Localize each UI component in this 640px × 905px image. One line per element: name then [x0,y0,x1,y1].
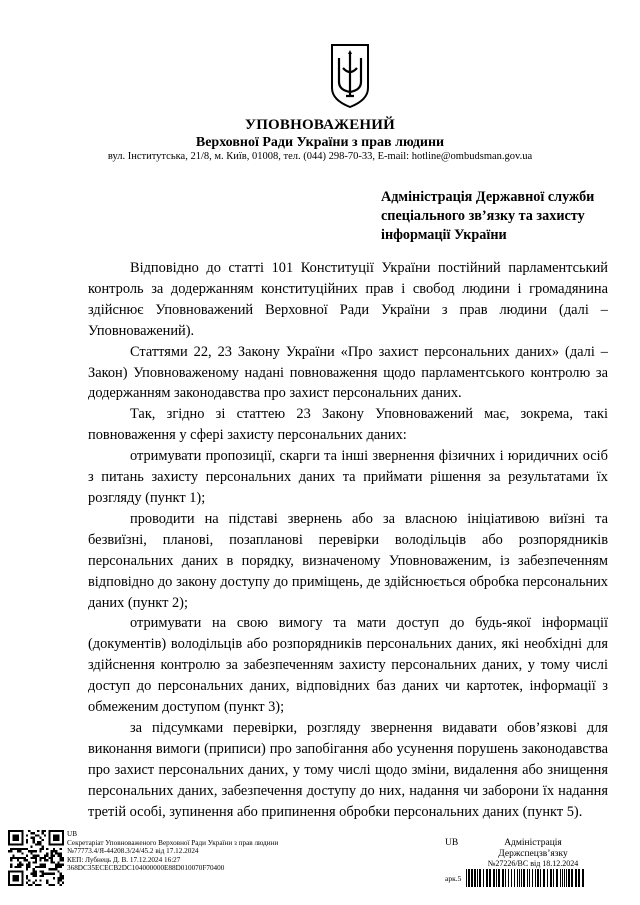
paragraph: Відповідно до статті 101 Конституції України постійний парламентський контроль за додержанням конституційних прав і свобод людини і громадянина здійснює Уповноважений Верховної Ради України з прав людини (далі – Уповноважений). [88,260,608,339]
stamp-signature: КЕП: Лубнець Д. В. 17.12.2024 16:27 [67,855,181,864]
stamp-reg-number: №77773.4/Я-44208.3/24/45.2 від 17.12.2024 [67,847,199,855]
letter-body [88,258,608,822]
stamp-hash: 368DC35ECECB2DC104000000E88D010070F70400 [67,864,225,872]
stamp-code: UB [67,830,77,838]
paragraph: отримувати пропозиції, скарги та інші звернення фізичних і юридичних осіб з питань захисту персональних даних та приймати рішення за результатами їх розгляду (пункт 1); [88,448,608,506]
org-address: вул. Інститутська, 21/8, м. Київ, 01008, тел. (044) 298-70-33, E-mail: hotline@ombudsman.gov.ua [107,151,533,162]
addressee-line: інформації України [381,227,507,243]
registration-stamp-left [67,830,297,873]
sheet-count: арк.5 [445,874,462,883]
paragraph: отримувати на свою вимогу та мати доступ до будь-якої інформації (документів) володільців або розпорядників персональних даних, які необхідні для здійснення контролю за забезпеченням захисту персональних даних, у тому числі доступ до персональних даних, відповідних баз даних чи картотек, інформації з обмеженим доступом (пункт 3); [88,615,608,716]
paragraph: проводити на підставі звернень або за власною ініціативою виїзні та безвиїзні, планові, позапланові перевірки володільців або розпорядників персональних даних в порядку, визначеному Уповноваженим, із забезпеченням відповідно до закону доступу до приміщень, де здійснюється обробка персональних даних (пункт 2); [88,510,608,611]
coat-of-arms-icon [329,42,371,110]
addressee-line: спеціального зв’язку та захисту [381,208,585,224]
paragraph: Так, згідно зі статтею 23 Закону Уповноважений має, зокрема, такі повноваження у сфері захисту персональних даних: [88,406,608,444]
registration-stamp-right [478,838,588,870]
stamp-org-line: Адміністрація [504,838,562,848]
org-title: УПОВНОВАЖЕНИЙ [244,117,395,133]
addressee-block [381,188,621,245]
stamp-code-right: UB [445,838,459,848]
paragraph: Статтями 22, 23 Закону України «Про захист персональних даних» (далі – Закон) Уповноваженому надані повноваження щодо парламентського контролю за додержанням законодавства про захист персональних даних. [88,343,608,402]
stamp-reg-number: №27226/ВС від 18.12.2024 [487,859,579,868]
paragraph: за підсумками перевірки, розгляду звернення видавати обов’язкові для виконання вимоги (приписи) про запобігання або усунення порушень законодавства про захист персональних даних, у тому числі щодо зміни, видалення або знищення персональних даних, забезпечення доступу до них, надання чи заборони їх надання третій особі, зупинення або припинення обробки персональних даних (пункт 5). [88,719,608,820]
qr-code-icon [8,830,64,886]
barcode-icon [466,869,586,887]
stamp-org: Секретаріат Уповноваженого Верховної Ради України з прав людини [67,838,279,847]
org-subtitle: Верховної Ради України з прав людини [195,135,445,150]
addressee-line: Адміністрація Державної служби [381,189,595,205]
stamp-org-line: Держспецзв’язку [498,848,568,859]
